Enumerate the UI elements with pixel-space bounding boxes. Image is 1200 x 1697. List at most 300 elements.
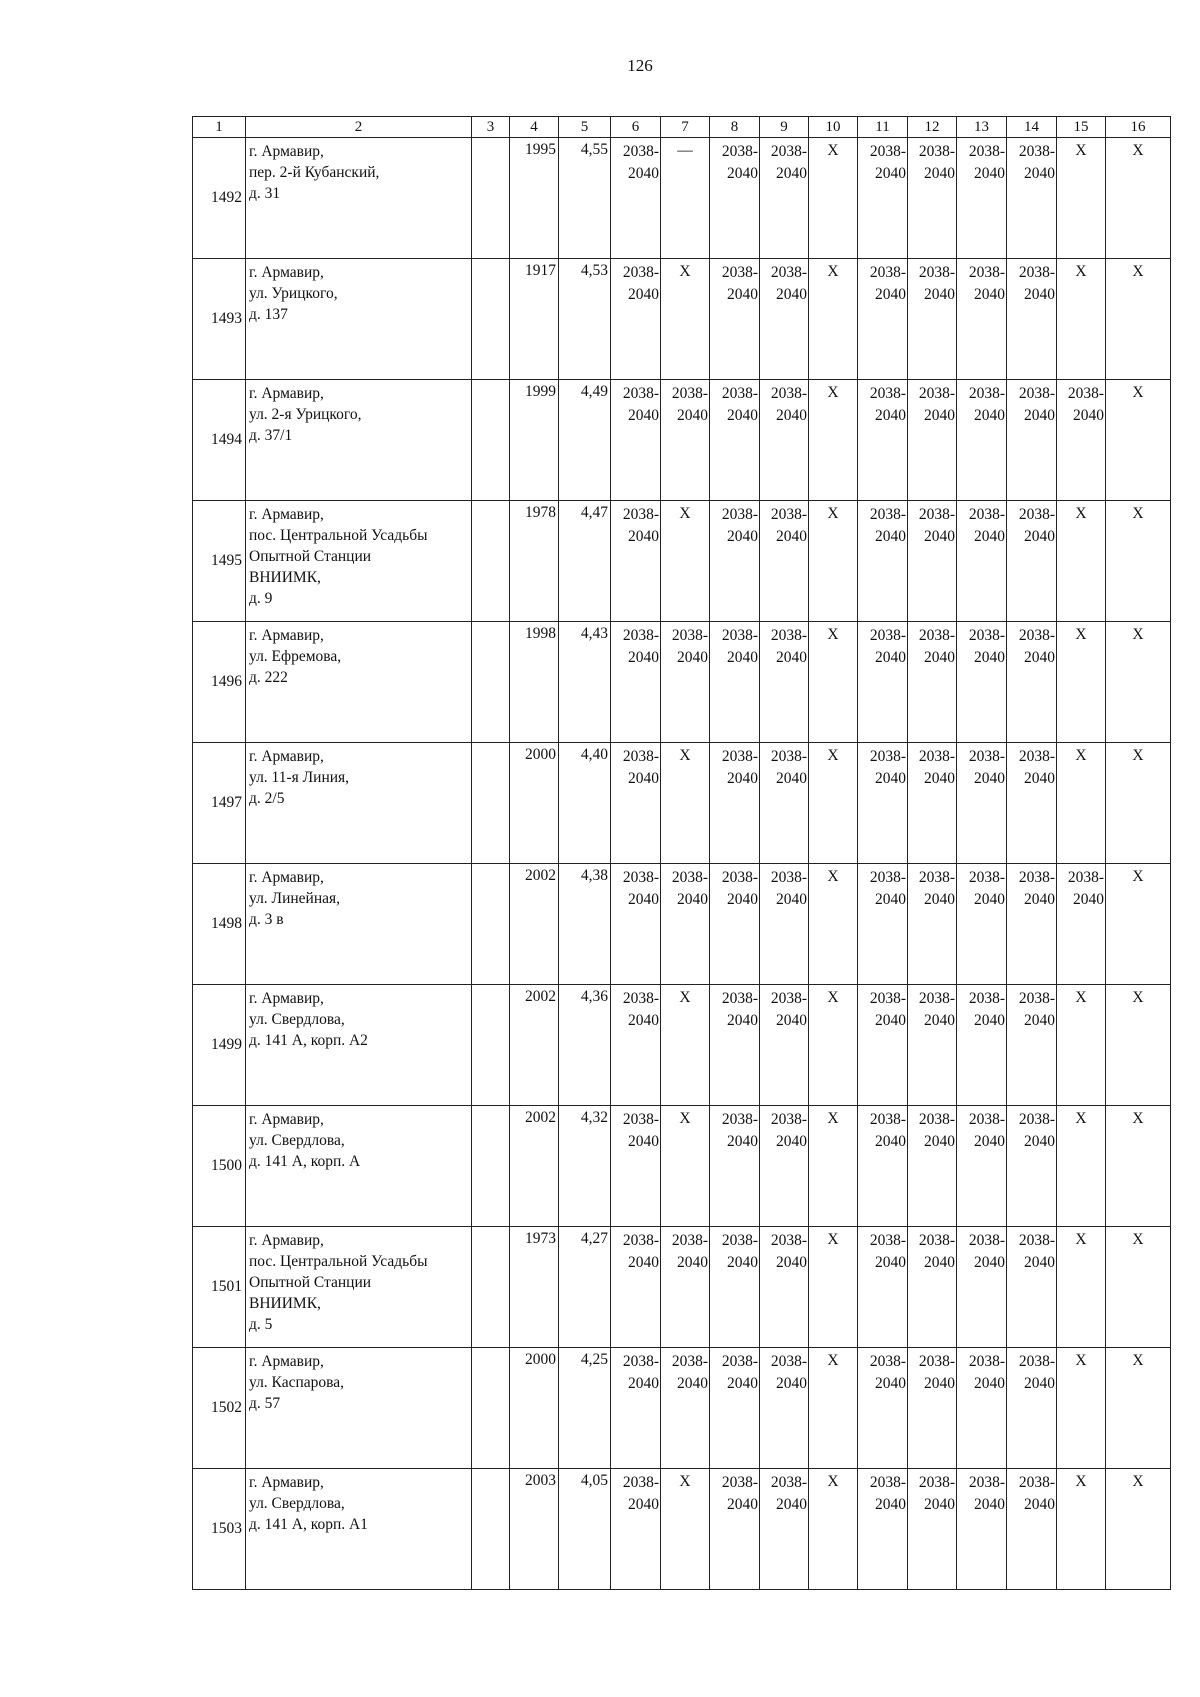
period-part: 2038-	[770, 1232, 807, 1249]
period-part: 2038-	[1018, 1474, 1055, 1491]
period-part: 2040	[727, 1496, 758, 1513]
period-part: 2038-	[622, 506, 659, 523]
address-line: г. Армавир,	[249, 627, 324, 644]
column-14-cell	[1007, 1106, 1057, 1227]
period-part: 2040	[924, 1496, 955, 1513]
column-16-cell: Х	[1106, 985, 1171, 1106]
column-header-6: 6	[611, 117, 661, 138]
column-3-cell	[472, 864, 510, 985]
row-number: 1501	[193, 1227, 246, 1348]
address-line: ВНИИМК,	[249, 1295, 321, 1312]
period-part: 2040	[974, 770, 1005, 787]
period-part: 2040	[875, 649, 906, 666]
column-13-cell	[957, 1348, 1007, 1469]
period-part: 2038-	[869, 264, 906, 281]
column-header-14: 14	[1007, 117, 1057, 138]
column-header-13: 13	[957, 117, 1007, 138]
table-row	[193, 259, 1171, 380]
address-line: г. Армавир,	[249, 143, 324, 160]
column-header-16: 16	[1106, 117, 1171, 138]
column-15-cell: Х	[1057, 622, 1106, 743]
column-15-cell: Х	[1057, 501, 1106, 622]
table-row	[193, 622, 1171, 743]
period-part: 2040	[677, 407, 708, 424]
column-10-cell: Х	[809, 380, 858, 501]
period-part: 2038-	[622, 385, 659, 402]
address-line: г. Армавир,	[249, 869, 324, 886]
period-part: 2038-	[770, 385, 807, 402]
period-part: 2040	[875, 528, 906, 545]
column-9-cell	[760, 380, 809, 501]
column-header-12: 12	[908, 117, 957, 138]
period-part: 2040	[628, 1375, 659, 1392]
column-10-cell: Х	[809, 259, 858, 380]
period-part: 2040	[727, 1375, 758, 1392]
row-number: 1499	[193, 985, 246, 1106]
period-part: 2038-	[968, 748, 1005, 765]
year-cell: 1973	[510, 1227, 559, 1348]
column-15-cell: Х	[1057, 743, 1106, 864]
period-part: 2038-	[671, 869, 708, 886]
address-line: ул. 11-я Линия,	[249, 769, 350, 786]
period-part: 2040	[727, 407, 758, 424]
period-part: 2040	[875, 1012, 906, 1029]
address-line: г. Армавир,	[249, 748, 324, 765]
period-part: 2038-	[721, 1111, 758, 1128]
register-table	[192, 116, 1171, 1590]
period-part: 2038-	[1018, 1232, 1055, 1249]
year-cell: 2002	[510, 1106, 559, 1227]
column-11-cell	[858, 1469, 908, 1590]
column-3-cell	[472, 622, 510, 743]
period-part: 2040	[1024, 407, 1055, 424]
period-part: 2038-	[918, 385, 955, 402]
period-part: 2038-	[918, 264, 955, 281]
column-header-7: 7	[661, 117, 710, 138]
period-part: 2038-	[622, 990, 659, 1007]
column-header-11: 11	[858, 117, 908, 138]
address-cell	[246, 743, 472, 864]
column-8-cell	[710, 622, 760, 743]
period-part: 2038-	[918, 506, 955, 523]
column-16-cell: Х	[1106, 380, 1171, 501]
header-row	[193, 117, 1171, 138]
column-12-cell	[908, 501, 957, 622]
column-15-cell	[1057, 380, 1106, 501]
table-header	[193, 117, 1171, 138]
period-part: 2038-	[1067, 869, 1104, 886]
address-line: г. Армавир,	[249, 1353, 324, 1370]
address-cell	[246, 985, 472, 1106]
address-cell	[246, 138, 472, 259]
column-12-cell	[908, 259, 957, 380]
column-6-cell	[611, 1227, 661, 1348]
column-16-cell: Х	[1106, 259, 1171, 380]
period-part: 2038-	[1018, 990, 1055, 1007]
period-part: 2040	[677, 649, 708, 666]
column-header-1: 1	[193, 117, 246, 138]
period-part: 2038-	[918, 143, 955, 160]
column-15-cell: Х	[1057, 1106, 1106, 1227]
year-cell: 1995	[510, 138, 559, 259]
column-3-cell	[472, 501, 510, 622]
column-6-cell	[611, 138, 661, 259]
column-13-cell	[957, 1469, 1007, 1590]
address-line: ул. Свердлова,	[249, 1011, 345, 1028]
value-cell: 4,27	[559, 1227, 611, 1348]
period-part: 2040	[875, 1133, 906, 1150]
row-number: 1502	[193, 1348, 246, 1469]
address-line: д. 2/5	[249, 790, 285, 807]
address-line: г. Армавир,	[249, 385, 324, 402]
period-part: 2040	[677, 1375, 708, 1392]
column-16-cell: Х	[1106, 138, 1171, 259]
address-line: д. 57	[249, 1395, 281, 1412]
table-row	[193, 985, 1171, 1106]
period-part: 2040	[875, 407, 906, 424]
period-part: 2040	[875, 891, 906, 908]
period-part: 2040	[1024, 649, 1055, 666]
column-15-cell: Х	[1057, 1348, 1106, 1469]
period-part: 2040	[776, 1375, 807, 1392]
value-cell: 4,55	[559, 138, 611, 259]
period-part: 2040	[727, 528, 758, 545]
column-11-cell	[858, 138, 908, 259]
period-part: 2040	[628, 1254, 659, 1271]
column-15-cell: Х	[1057, 1469, 1106, 1590]
period-part: 2040	[628, 165, 659, 182]
row-number: 1496	[193, 622, 246, 743]
address-line: д. 9	[249, 590, 273, 607]
column-8-cell	[710, 501, 760, 622]
column-11-cell	[858, 622, 908, 743]
period-part: 2040	[875, 1375, 906, 1392]
address-line: ул. Свердлова,	[249, 1132, 345, 1149]
period-part: 2038-	[1018, 748, 1055, 765]
period-part: 2038-	[721, 264, 758, 281]
address-line: ул. Ефремова,	[249, 648, 342, 665]
column-7-cell: Х	[661, 1106, 710, 1227]
column-13-cell	[957, 864, 1007, 985]
column-16-cell: Х	[1106, 1469, 1171, 1590]
period-part: 2040	[924, 1133, 955, 1150]
value-cell: 4,05	[559, 1469, 611, 1590]
period-part: 2038-	[671, 1232, 708, 1249]
row-number: 1494	[193, 380, 246, 501]
period-part: 2040	[628, 1133, 659, 1150]
column-6-cell	[611, 1348, 661, 1469]
period-part: 2038-	[968, 627, 1005, 644]
period-part: 2040	[1024, 770, 1055, 787]
period-part: 2038-	[1018, 1111, 1055, 1128]
period-part: 2038-	[770, 143, 807, 160]
column-16-cell: Х	[1106, 743, 1171, 864]
period-part: 2040	[776, 407, 807, 424]
column-9-cell	[760, 259, 809, 380]
column-12-cell	[908, 1106, 957, 1227]
period-part: 2038-	[671, 1353, 708, 1370]
column-10-cell: Х	[809, 1106, 858, 1227]
column-10-cell: Х	[809, 138, 858, 259]
period-part: 2038-	[869, 748, 906, 765]
column-12-cell	[908, 743, 957, 864]
year-cell: 1917	[510, 259, 559, 380]
period-part: 2040	[924, 891, 955, 908]
address-line: ВНИИМК,	[249, 569, 321, 586]
column-13-cell	[957, 259, 1007, 380]
address-line: ул. Урицкого,	[249, 285, 338, 302]
address-line: ул. Свердлова,	[249, 1495, 345, 1512]
period-part: 2038-	[770, 748, 807, 765]
address-cell	[246, 259, 472, 380]
year-cell: 1978	[510, 501, 559, 622]
column-6-cell	[611, 864, 661, 985]
table-row	[193, 743, 1171, 864]
period-part: 2038-	[968, 264, 1005, 281]
column-13-cell	[957, 138, 1007, 259]
period-part: 2040	[776, 1496, 807, 1513]
table-row	[193, 501, 1171, 622]
period-part: 2040	[628, 528, 659, 545]
column-11-cell	[858, 743, 908, 864]
column-10-cell: Х	[809, 1227, 858, 1348]
period-part: 2038-	[622, 1474, 659, 1491]
period-part: 2040	[974, 1012, 1005, 1029]
address-line: д. 5	[249, 1316, 273, 1333]
period-part: 2038-	[770, 1474, 807, 1491]
column-10-cell: Х	[809, 985, 858, 1106]
period-part: 2038-	[869, 143, 906, 160]
column-13-cell	[957, 1227, 1007, 1348]
period-part: 2038-	[721, 506, 758, 523]
period-part: 2040	[776, 770, 807, 787]
period-part: 2040	[727, 1133, 758, 1150]
period-part: 2038-	[622, 143, 659, 160]
column-9-cell	[760, 864, 809, 985]
period-part: 2038-	[918, 869, 955, 886]
period-part: 2040	[1024, 286, 1055, 303]
column-6-cell	[611, 380, 661, 501]
column-10-cell: Х	[809, 1469, 858, 1590]
period-part: 2040	[1024, 1254, 1055, 1271]
column-8-cell	[710, 1227, 760, 1348]
period-part: 2038-	[770, 1111, 807, 1128]
period-part: 2038-	[1018, 385, 1055, 402]
year-cell: 1999	[510, 380, 559, 501]
column-14-cell	[1007, 743, 1057, 864]
address-line: Опытной Станции	[249, 1274, 372, 1291]
column-7-cell	[661, 622, 710, 743]
column-9-cell	[760, 743, 809, 864]
period-part: 2040	[924, 770, 955, 787]
period-part: 2040	[727, 286, 758, 303]
column-7-cell: Х	[661, 743, 710, 864]
column-13-cell	[957, 501, 1007, 622]
value-cell: 4,38	[559, 864, 611, 985]
column-9-cell	[760, 1348, 809, 1469]
value-cell: 4,32	[559, 1106, 611, 1227]
column-13-cell	[957, 743, 1007, 864]
value-cell: 4,36	[559, 985, 611, 1106]
column-12-cell	[908, 380, 957, 501]
value-cell: 4,40	[559, 743, 611, 864]
column-7-cell: Х	[661, 1469, 710, 1590]
period-part: 2040	[677, 1254, 708, 1271]
period-part: 2040	[628, 891, 659, 908]
row-number: 1498	[193, 864, 246, 985]
period-part: 2040	[776, 891, 807, 908]
period-part: 2038-	[1018, 264, 1055, 281]
period-part: 2038-	[968, 1232, 1005, 1249]
period-part: 2038-	[622, 748, 659, 765]
address-line: д. 141 А, корп. А2	[249, 1032, 368, 1049]
column-9-cell	[760, 138, 809, 259]
column-13-cell	[957, 380, 1007, 501]
column-9-cell	[760, 1227, 809, 1348]
period-part: 2038-	[968, 506, 1005, 523]
column-15-cell: Х	[1057, 985, 1106, 1106]
column-8-cell	[710, 380, 760, 501]
row-number: 1500	[193, 1106, 246, 1227]
value-cell: 4,49	[559, 380, 611, 501]
value-cell: 4,25	[559, 1348, 611, 1469]
column-11-cell	[858, 501, 908, 622]
period-part: 2038-	[918, 990, 955, 1007]
column-15-cell: Х	[1057, 138, 1106, 259]
period-part: 2038-	[968, 1474, 1005, 1491]
column-7-cell: Х	[661, 501, 710, 622]
period-part: 2040	[628, 286, 659, 303]
address-line: д. 141 А, корп. А	[249, 1153, 361, 1170]
column-14-cell	[1007, 501, 1057, 622]
address-cell	[246, 380, 472, 501]
column-8-cell	[710, 1106, 760, 1227]
column-6-cell	[611, 622, 661, 743]
period-part: 2040	[875, 770, 906, 787]
period-part: 2040	[1024, 528, 1055, 545]
column-9-cell	[760, 622, 809, 743]
column-8-cell	[710, 1469, 760, 1590]
period-part: 2040	[776, 649, 807, 666]
column-16-cell: Х	[1106, 622, 1171, 743]
period-part: 2038-	[721, 990, 758, 1007]
period-part: 2038-	[968, 990, 1005, 1007]
column-16-cell: Х	[1106, 1227, 1171, 1348]
column-11-cell	[858, 1106, 908, 1227]
period-part: 2038-	[622, 1353, 659, 1370]
period-part: 2038-	[721, 143, 758, 160]
period-part: 2040	[1024, 1375, 1055, 1392]
period-part: 2040	[727, 770, 758, 787]
year-cell: 2002	[510, 864, 559, 985]
column-3-cell	[472, 138, 510, 259]
table-body	[193, 138, 1171, 1590]
column-15-cell: Х	[1057, 259, 1106, 380]
period-part: 2038-	[869, 385, 906, 402]
column-7-cell	[661, 864, 710, 985]
column-11-cell	[858, 259, 908, 380]
column-6-cell	[611, 1469, 661, 1590]
column-9-cell	[760, 501, 809, 622]
column-9-cell	[760, 985, 809, 1106]
period-part: 2038-	[770, 1353, 807, 1370]
column-header-2: 2	[246, 117, 472, 138]
period-part: 2040	[924, 165, 955, 182]
column-header-10: 10	[809, 117, 858, 138]
year-cell: 2000	[510, 1348, 559, 1469]
period-part: 2040	[727, 1012, 758, 1029]
period-part: 2038-	[869, 1232, 906, 1249]
period-part: 2040	[727, 165, 758, 182]
column-10-cell: Х	[809, 501, 858, 622]
period-part: 2040	[628, 649, 659, 666]
period-part: 2038-	[918, 1232, 955, 1249]
period-part: 2038-	[770, 869, 807, 886]
address-line: г. Армавир,	[249, 990, 324, 1007]
column-14-cell	[1007, 1348, 1057, 1469]
table-row	[193, 1469, 1171, 1590]
period-part: 2038-	[622, 627, 659, 644]
column-9-cell	[760, 1106, 809, 1227]
column-11-cell	[858, 1227, 908, 1348]
period-part: 2038-	[1018, 1353, 1055, 1370]
column-3-cell	[472, 985, 510, 1106]
address-line: г. Армавир,	[249, 506, 324, 523]
period-part: 2040	[974, 1254, 1005, 1271]
address-line: ул. 2-я Урицкого,	[249, 406, 362, 423]
period-part: 2040	[677, 891, 708, 908]
period-part: 2038-	[721, 1353, 758, 1370]
column-14-cell	[1007, 1469, 1057, 1590]
column-13-cell	[957, 985, 1007, 1106]
period-part: 2040	[776, 1012, 807, 1029]
address-cell	[246, 1106, 472, 1227]
column-11-cell	[858, 985, 908, 1106]
column-12-cell	[908, 1469, 957, 1590]
period-part: 2040	[727, 649, 758, 666]
row-number: 1492	[193, 138, 246, 259]
period-part: 2040	[727, 891, 758, 908]
period-part: 2040	[875, 1496, 906, 1513]
period-part: 2040	[727, 1254, 758, 1271]
period-part: 2038-	[918, 1111, 955, 1128]
page-number: 126	[627, 56, 653, 75]
period-part: 2040	[924, 528, 955, 545]
column-10-cell: Х	[809, 864, 858, 985]
column-8-cell	[710, 985, 760, 1106]
year-cell: 2002	[510, 985, 559, 1106]
column-8-cell	[710, 138, 760, 259]
address-line: д. 141 А, корп. А1	[249, 1516, 368, 1533]
period-part: 2040	[776, 528, 807, 545]
period-part: 2040	[974, 528, 1005, 545]
period-part: 2040	[974, 649, 1005, 666]
period-part: 2040	[974, 286, 1005, 303]
period-part: 2040	[974, 1375, 1005, 1392]
period-part: 2038-	[1018, 627, 1055, 644]
column-14-cell	[1007, 380, 1057, 501]
column-8-cell	[710, 743, 760, 864]
address-line: Опытной Станции	[249, 548, 372, 565]
period-part: 2040	[924, 286, 955, 303]
period-part: 2038-	[721, 1474, 758, 1491]
period-part: 2040	[776, 286, 807, 303]
column-14-cell	[1007, 1227, 1057, 1348]
period-part: 2040	[1024, 1496, 1055, 1513]
period-part: 2038-	[622, 1232, 659, 1249]
address-cell	[246, 501, 472, 622]
period-part: 2040	[776, 1133, 807, 1150]
